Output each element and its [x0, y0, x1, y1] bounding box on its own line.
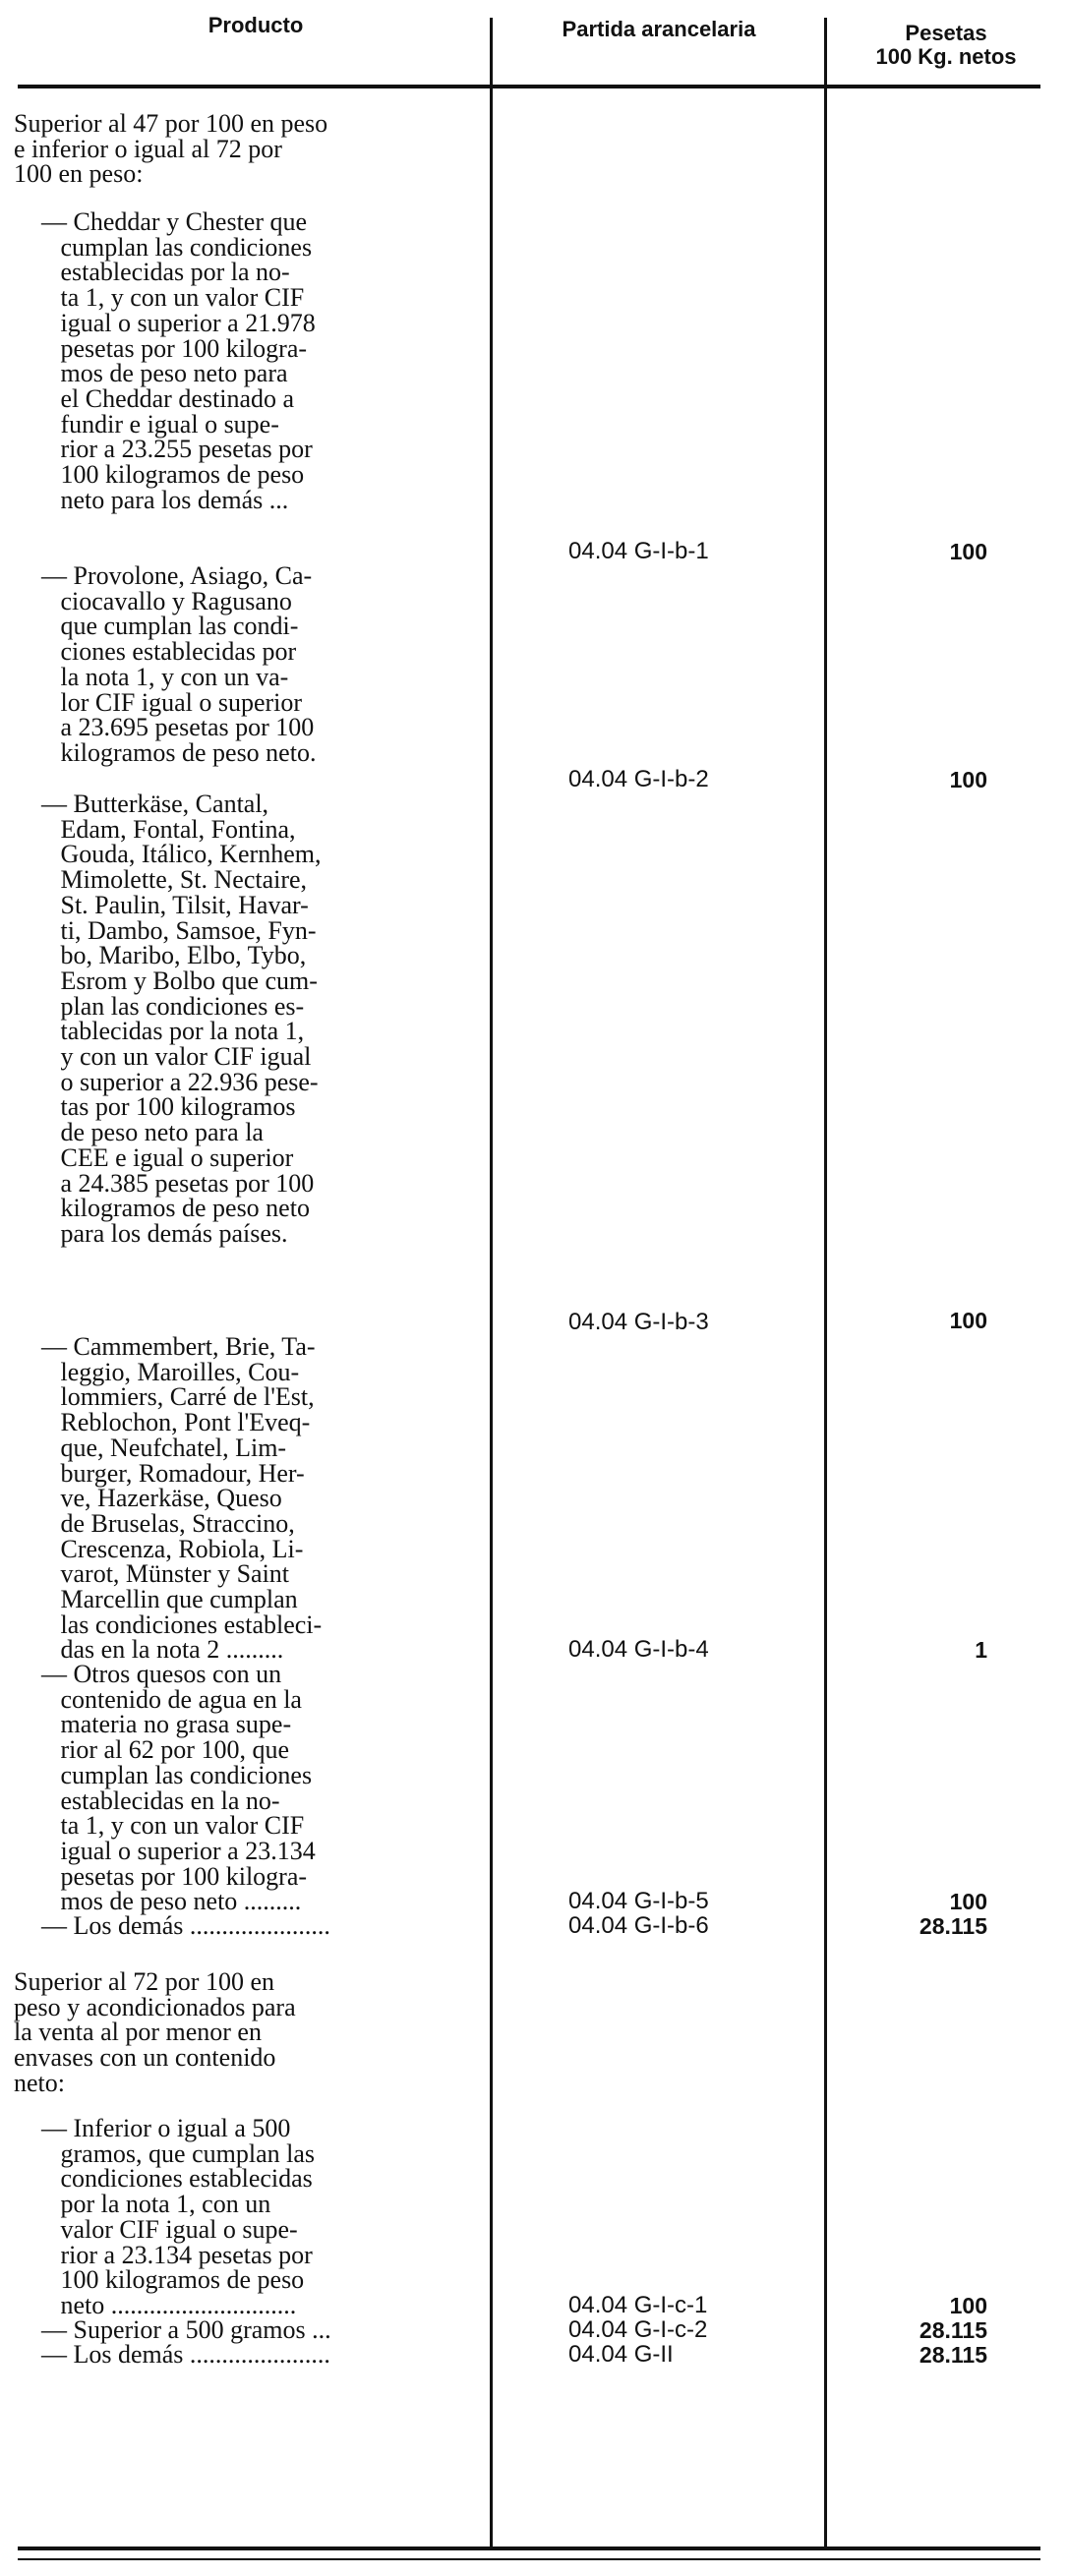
list-item-value-6: 28.115 [919, 1913, 987, 1939]
list-item-text-3: — Butterkäse, Cantal, Edam, Fontal, Fontina, Gouda, Itálico, Kernhem, Mimolette, St. Nectaire, St. Paulin, Tilsit, Havar- ti, Dambo, Samsoe, Fyn- bo, Maribo, Elbo, Tybo, Esrom y Bolbo que cum- plan las condiciones es- tablecidas por la nota 1, y con un valor CIF igual o superior a 22.936 pese- tas por 100 kilogramos de peso neto para la CEE e igual o superior a 24.385 pesetas por 100 kilogramos de peso neto para los demás países. [41, 790, 322, 1248]
list-item-code-1: 04.04 G-I-b-1 [568, 538, 709, 564]
list-item-value-3: 100 [949, 1308, 987, 1333]
header-partida: Partida arancelaria [562, 17, 756, 41]
column-divider-1 [490, 18, 493, 2547]
list-item-text-2: — Provolone, Asiago, Ca- ciocavallo y Ragusano que cumplan las condi- ciones establecidas por la nota 1, y con un va- lor CIF igual o superior a 23.695 pesetas por 100 kilogramos de peso neto. [41, 561, 317, 767]
group-heading-2: Superior al 72 por 100 en peso y acondicionados para la venta al por menor en envases con un contenido neto: [14, 1967, 296, 2097]
list-item-code-5: 04.04 G-I-b-5 [568, 1888, 709, 1914]
list-item-value-4: 1 [975, 1637, 987, 1663]
list-item-text-8: — Superior a 500 gramos ... [41, 2315, 331, 2344]
list-item-text-1: — Cheddar y Chester que cumplan las condiciones establecidas por la no- ta 1, y con un valor CIF igual o superior a 21.978 pesetas por 100 kilogra- mos de peso neto para el Cheddar destinado a fundir e igual o supe- rior a 23.255 pesetas por 100 kilogramos de peso neto para los demás ... [41, 207, 316, 514]
list-item-code-9: 04.04 G-II [568, 2341, 674, 2368]
header-producto: Producto [208, 13, 304, 37]
list-item-value-8: 28.115 [919, 2317, 987, 2343]
list-item-text-7: — Inferior o igual a 500 gramos, que cumplan las condiciones establecidas por la nota 1, con un valor CIF igual o supe- rior a 23.134 pesetas por 100 kilogramos de peso neto ............................. [41, 2114, 315, 2319]
list-item-text-6: — Los demás ...................... [41, 1911, 330, 1940]
header-pesetas-line2: 100 Kg. netos [875, 44, 1017, 69]
list-item-value-5: 100 [949, 1889, 987, 1914]
list-item-value-1: 100 [949, 539, 987, 564]
list-item-value-9: 28.115 [919, 2342, 987, 2368]
list-item-code-7: 04.04 G-I-c-1 [568, 2292, 708, 2318]
list-item-code-2: 04.04 G-I-b-2 [568, 766, 709, 792]
list-item-value-7: 100 [949, 2293, 987, 2318]
header-rule [18, 85, 1040, 88]
list-item-code-8: 04.04 G-I-c-2 [568, 2316, 708, 2343]
footer-rule-bottom [18, 2558, 1040, 2560]
footer-rule-top [18, 2547, 1040, 2550]
column-divider-2 [824, 18, 827, 2547]
list-item-text-9: — Los demás ...................... [41, 2340, 330, 2369]
list-item-code-4: 04.04 G-I-b-4 [568, 1636, 709, 1663]
header-pesetas-line1: Pesetas [905, 21, 987, 45]
group-heading-1: Superior al 47 por 100 en peso e inferior o igual al 72 por 100 en peso: [14, 109, 328, 189]
list-item-text-4: — Cammembert, Brie, Ta- leggio, Maroilles, Cou- lommiers, Carré de l'Est, Reblochon, Pont l'Eveq- que, Neufchatel, Lim- burger, Romadour, Her- ve, Hazerkäse, Queso de Bruselas, Straccino, Crescenza, Robiola, Li- varot, Münster y Saint Marcellin que cumplan las condiciones estableci- das en la nota 2 ......... [41, 1332, 323, 1665]
list-item-value-2: 100 [949, 767, 987, 792]
list-item-text-5: — Otros quesos con un contenido de agua en la materia no grasa supe- rior al 62 por 100, que cumplan las condiciones establecidas en la no- ta 1, y con un valor CIF igual o superior a 23.134 pesetas por 100 kilogra- mos de peso neto ......... [41, 1660, 316, 1916]
list-item-code-3: 04.04 G-I-b-3 [568, 1309, 709, 1335]
header-pesetas [838, 22, 1054, 69]
list-item-code-6: 04.04 G-I-b-6 [568, 1912, 709, 1939]
